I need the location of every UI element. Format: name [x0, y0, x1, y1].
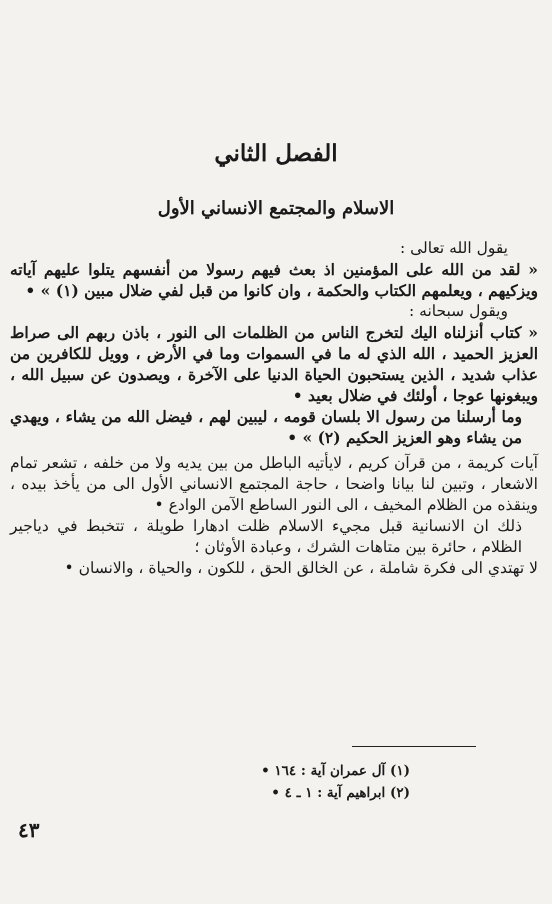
- body-paragraph: لا تهتدي الى فكرة شاملة ، عن الخالق الحق ، للكون ، والحياة ، والانسان •: [64, 559, 538, 577]
- quran-quote: « كتاب أنزلناه اليك لتخرج الناس من الظلمات الى النور ، باذن ربهم الى صراط العزيز الحميد ، الله الذي له ما في السموات وما في الأرض ، وويل للكافرين من عذاب شديد ، الذين يستحبون الحياة الدنيا على الآخرة ، ويصدون عن سبيل الله ، ويبغونها عوجا ، أولئك في ضلال بعيد •: [10, 323, 538, 405]
- footnote: (٢) ابراهيم آية : ١ ـ ٤ •: [271, 785, 410, 801]
- footnotes: [261, 760, 410, 804]
- quote-intro: ويقول سبحانه :: [408, 302, 508, 320]
- quran-quote: « لقد من الله على المؤمنين اذ بعث فيهم رسولا من أنفسهم يتلوا عليهم آياته ويزكيهم ، ويعلمهم الكتاب والحكمة ، وان كانوا من قبل لفي ضلال مبين (١) » •: [10, 260, 538, 300]
- body-paragraph: آيات كريمة ، من قرآن كريم ، لايأتيه الباطل من بين يديه ولا من خلفه ، تشعر تمام الاشعار ، وتبين لنا بيانا واضحا ، حاجة المجتمع الانساني الأول الى من يأخذ بيده ، وينقذه من الظلام المخيف ، الى النور الساطع الآمن الوادع •: [10, 454, 538, 514]
- body-paragraph: ذلك ان الانسانية قبل مجيء الاسلام ظلت ادهارا طويلة ، تتخبط في دياجير الظلام ، حائرة بين متاهات الشرك ، وعبادة الأوثان ؛: [10, 517, 522, 556]
- quote-intro: يقول الله تعالى :: [399, 239, 508, 257]
- section-title: الاسلام والمجتمع الانساني الأول: [157, 198, 395, 219]
- footnote: (١) آل عمران آية : ١٦٤ •: [261, 763, 410, 779]
- page-number: ٤٣: [18, 818, 40, 842]
- page-body: [10, 238, 538, 579]
- footnote-divider: [352, 746, 476, 747]
- chapter-title: الفصل الثاني: [214, 140, 338, 167]
- quran-quote: وما أرسلنا من رسول الا بلسان قومه ، ليبين لهم ، فيضل الله من يشاء ، ويهدي من يشاء وهو العزيز الحكيم (٢) » •: [10, 407, 522, 447]
